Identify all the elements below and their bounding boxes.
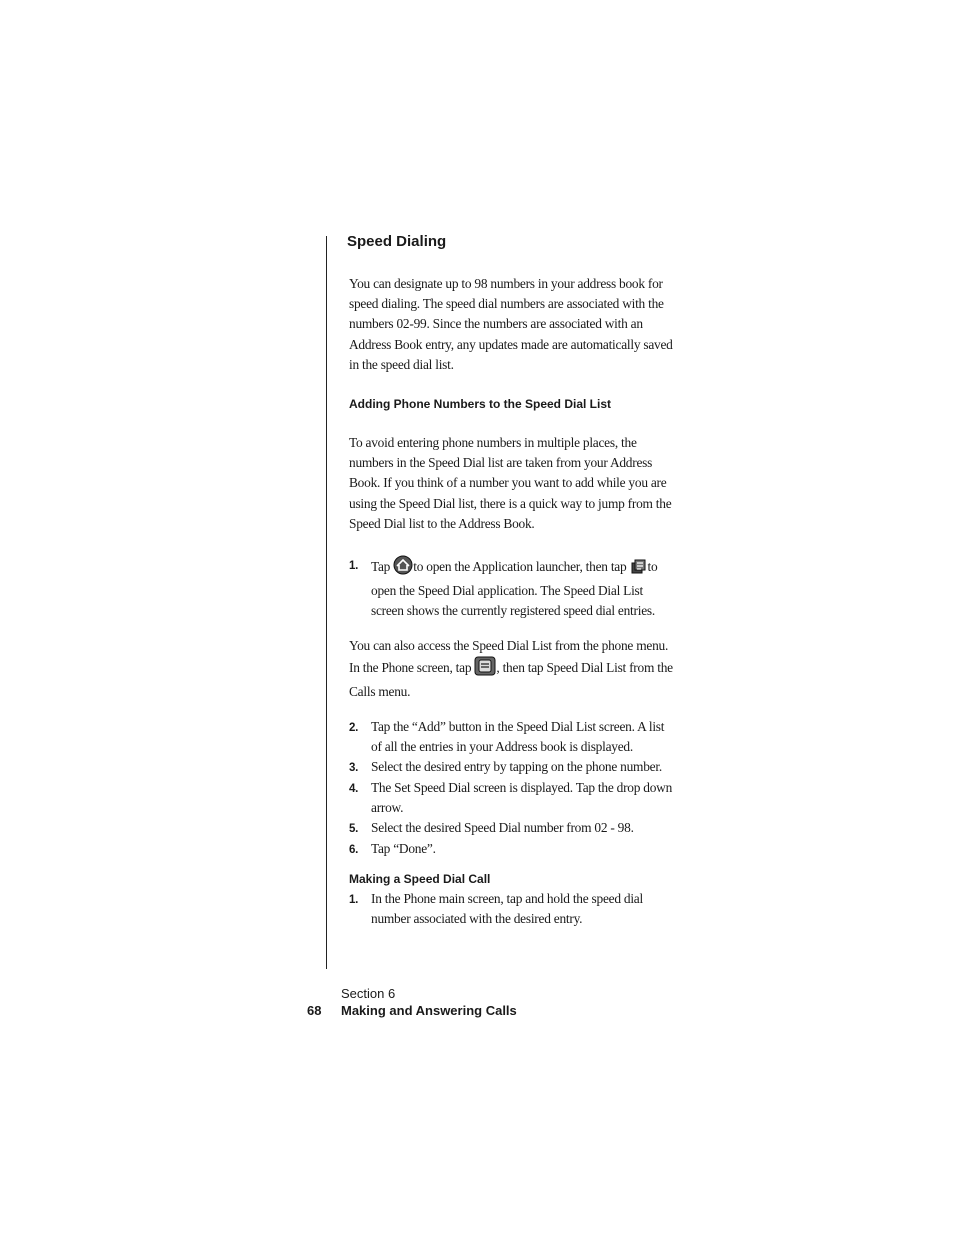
step-4: 4. The Set Speed Dial screen is displayed. Tap the drop down arrow. xyxy=(349,780,673,816)
step-3: 3. Select the desired entry by tapping on the phone number. xyxy=(349,759,662,774)
section-add-title: Adding Phone Numbers to the Speed Dial List xyxy=(349,397,612,411)
footer-title: Making and Answering Calls xyxy=(341,1003,517,1018)
step-5: 5. Select the desired Speed Dial number from 02 - 98. xyxy=(349,820,634,835)
step-6: 6. Tap “Done”. xyxy=(349,841,436,856)
page-heading: Speed Dialing xyxy=(347,233,447,250)
speed-dial-app-icon xyxy=(630,557,648,581)
step-number: 1. xyxy=(349,560,359,572)
step-1: 1. Tap to open the Application launcher, then tap to open the Speed Dial application. The Speed Dial List screen shows the currently registered speed dial entries. xyxy=(349,555,674,622)
phone-menu-icon xyxy=(474,656,496,682)
call-step-1: 1. In the Phone main screen, tap and hold the speed dial number associated with the desired entry. xyxy=(349,891,643,927)
margin-rule xyxy=(326,236,327,969)
home-launcher-icon xyxy=(393,555,413,581)
page-number: 68 xyxy=(307,1003,322,1018)
section-add-paragraph: To avoid entering phone numbers in multiple places, the numbers in the Speed Dial list are taken from your Address Book. If you think of a number you want to add while you are using the Speed Dial list, there is a quick way to jump from the Speed Dial list to the Address Book. xyxy=(349,435,672,531)
footer-section: Section 6 xyxy=(341,986,396,1001)
step-2: 2. Tap the “Add” button in the Speed Dial List screen. A list of all the entries in your Address book is displayed. xyxy=(349,719,665,755)
phone-menu-note: You can also access the Speed Dial List from the phone menu. In the Phone screen, tap , then tap Speed Dial List from the Calls menu. xyxy=(349,638,673,700)
intro-paragraph: You can designate up to 98 numbers in your address book for speed dialing. The speed dial numbers are associated with the numbers 02-99. Since the numbers are associated with an Address Book entry, any updates made are automatically saved in the speed dial list. xyxy=(349,276,673,372)
section-call-title: Making a Speed Dial Call xyxy=(349,872,491,886)
